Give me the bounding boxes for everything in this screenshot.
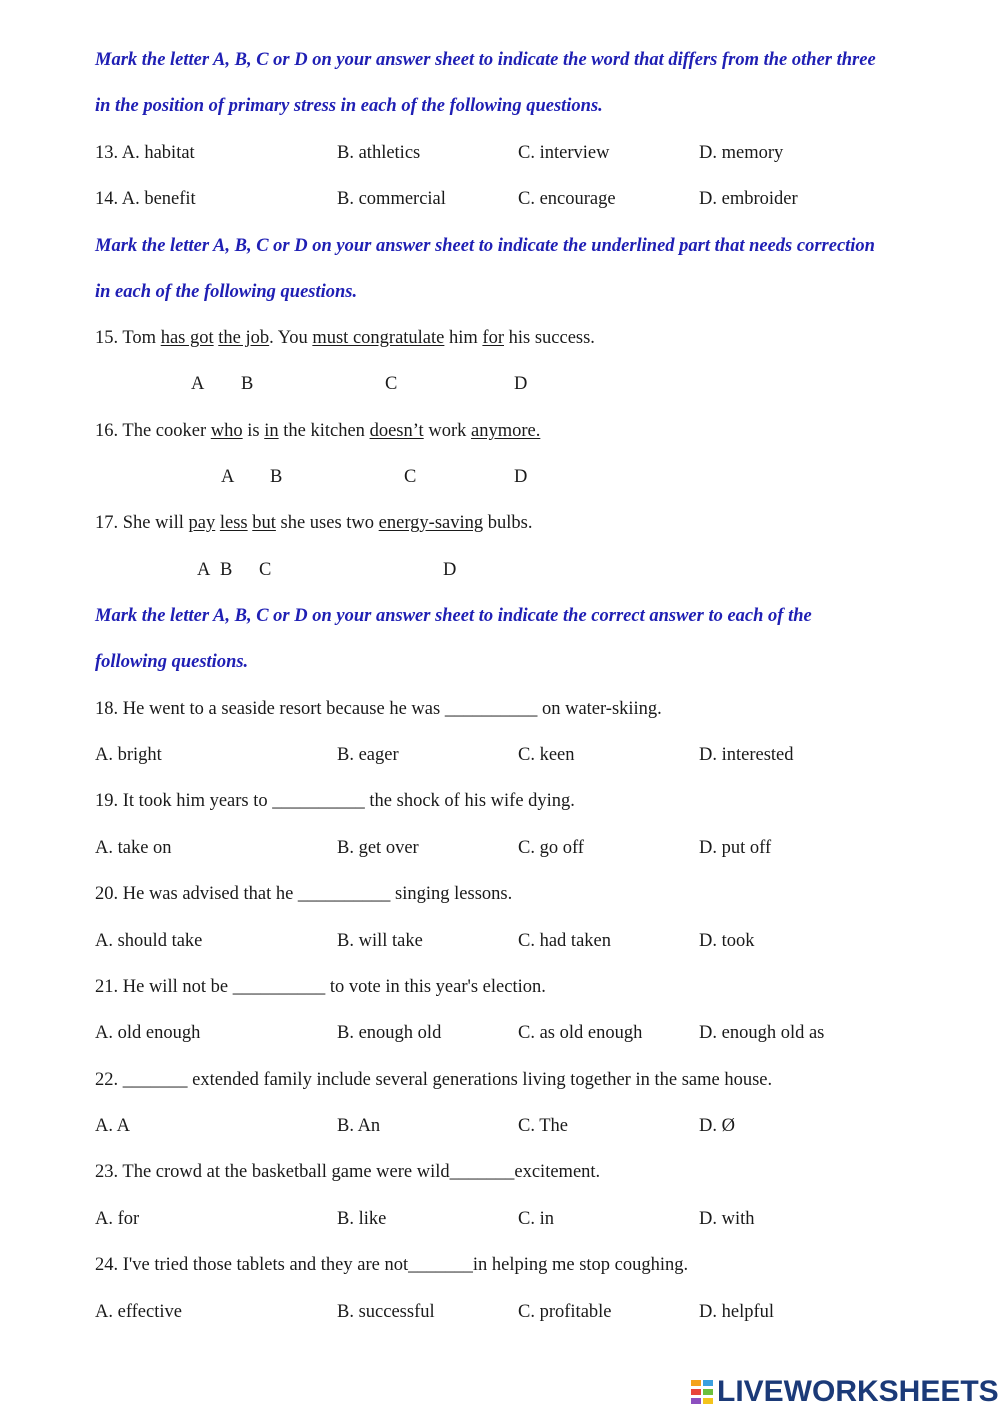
q16-underline-d: anymore. — [470, 421, 541, 441]
q24-option-d: D. helpful — [699, 1302, 775, 1322]
instruction-stress-line2: in the position of primary stress in each of the following questions. — [95, 96, 603, 116]
q17-label-c: C — [259, 560, 272, 580]
q17-underline-a: pay — [188, 513, 216, 533]
q21-option-b: B. enough old — [337, 1023, 442, 1043]
q14-option-d: D. embroider — [699, 189, 798, 209]
q21-option-d: D. enough old as — [699, 1023, 825, 1043]
q20-option-a: A. should take — [95, 931, 203, 951]
q19-option-b: B. get over — [337, 838, 419, 858]
q15-label-c: C — [385, 374, 398, 394]
instruction-answer-line1: Mark the letter A, B, C or D on your answer sheet to indicate the correct answer to each of the — [95, 606, 812, 626]
q22-option-a: A. A — [95, 1116, 130, 1136]
liveworksheets-logo — [691, 1374, 999, 1410]
q18-option-b: B. eager — [337, 745, 399, 765]
q14-option-a: 14. A. benefit — [95, 189, 196, 209]
q20-option-d: D. took — [699, 931, 755, 951]
q15-label-a: A — [191, 374, 205, 394]
q14-option-b: B. commercial — [337, 189, 446, 209]
q24-option-a: A. effective — [95, 1302, 182, 1322]
q24-option-c: C. profitable — [518, 1302, 612, 1322]
q15-sentence: 15. Tom has got the job. You must congratulate him for his success. — [95, 328, 595, 348]
q18-option-c: C. keen — [518, 745, 575, 765]
liveworksheets-logo-text: LIVEWORKSHEETS — [717, 1375, 999, 1408]
q22-stem: 22. _______ extended family include several generations living together in the same house. — [95, 1070, 773, 1090]
q20-option-c: C. had taken — [518, 931, 611, 951]
q23-option-a: A. for — [95, 1209, 140, 1229]
q16-label-c: C — [404, 467, 417, 487]
q17-label-b: B — [220, 560, 233, 580]
q22-option-d: D. Ø — [699, 1116, 735, 1136]
instruction-answer-line2: following questions. — [95, 652, 249, 672]
q19-option-a: A. take on — [95, 838, 172, 858]
q21-option-a: A. old enough — [95, 1023, 201, 1043]
q15-label-b: B — [241, 374, 254, 394]
q21-option-c: C. as old enough — [518, 1023, 643, 1043]
q17-label-a: A — [197, 560, 211, 580]
q23-option-c: C. in — [518, 1209, 554, 1229]
q22-option-b: B. An — [337, 1116, 381, 1136]
q19-stem: 19. It took him years to __________ the shock of his wife dying. — [95, 791, 575, 811]
q23-option-b: B. like — [337, 1209, 387, 1229]
q23-option-d: D. with — [699, 1209, 755, 1229]
liveworksheets-logo-icon — [691, 1377, 715, 1407]
q16-sentence: 16. The cooker who is in the kitchen doesn’t work anymore. — [95, 421, 541, 441]
q24-stem: 24. I've tried those tablets and they are not_______in helping me stop coughing. — [95, 1255, 689, 1275]
q17-underline-c: but — [252, 513, 276, 533]
q16-underline-b: in — [264, 421, 279, 441]
q17-sentence: 17. She will pay less but she uses two energy-saving bulbs. — [95, 513, 533, 533]
q18-stem: 18. He went to a seaside resort because he was __________ on water-skiing. — [95, 699, 662, 719]
q24-option-b: B. successful — [337, 1302, 435, 1322]
q16-underline-a: who — [210, 421, 243, 441]
instruction-correction-line2: in each of the following questions. — [95, 282, 358, 302]
q17-underline-b: less — [219, 513, 248, 533]
q15-underline-a: has got — [160, 328, 214, 348]
q17-underline-d: energy-saving — [378, 513, 484, 533]
q15-label-d: D — [514, 374, 528, 394]
q17-label-d: D — [443, 560, 457, 580]
q16-underline-c: doesn’t — [369, 421, 424, 441]
q13-option-b: B. athletics — [337, 143, 421, 163]
q19-option-c: C. go off — [518, 838, 584, 858]
q18-option-a: A. bright — [95, 745, 162, 765]
instruction-correction-line1: Mark the letter A, B, C or D on your answer sheet to indicate the underlined part that needs correction — [95, 236, 875, 256]
q16-label-a: A — [221, 467, 235, 487]
q14-option-c: C. encourage — [518, 189, 616, 209]
q23-stem: 23. The crowd at the basketball game were wild_______excitement. — [95, 1162, 601, 1182]
q13-option-c: C. interview — [518, 143, 610, 163]
q13-option-a: 13. A. habitat — [95, 143, 195, 163]
q16-label-d: D — [514, 467, 528, 487]
q20-stem: 20. He was advised that he __________ singing lessons. — [95, 884, 513, 904]
q19-option-d: D. put off — [699, 838, 772, 858]
q22-option-c: C. The — [518, 1116, 569, 1136]
q15-underline-c: must congratulate — [312, 328, 445, 348]
q21-stem: 21. He will not be __________ to vote in this year's election. — [95, 977, 546, 997]
instruction-stress-line1: Mark the letter A, B, C or D on your answer sheet to indicate the word that differs from the other three — [95, 50, 876, 70]
q15-underline-d: for — [482, 328, 504, 348]
q18-option-d: D. interested — [699, 745, 794, 765]
q20-option-b: B. will take — [337, 931, 423, 951]
q13-option-d: D. memory — [699, 143, 784, 163]
q15-underline-b: the job — [218, 328, 270, 348]
q16-label-b: B — [270, 467, 283, 487]
